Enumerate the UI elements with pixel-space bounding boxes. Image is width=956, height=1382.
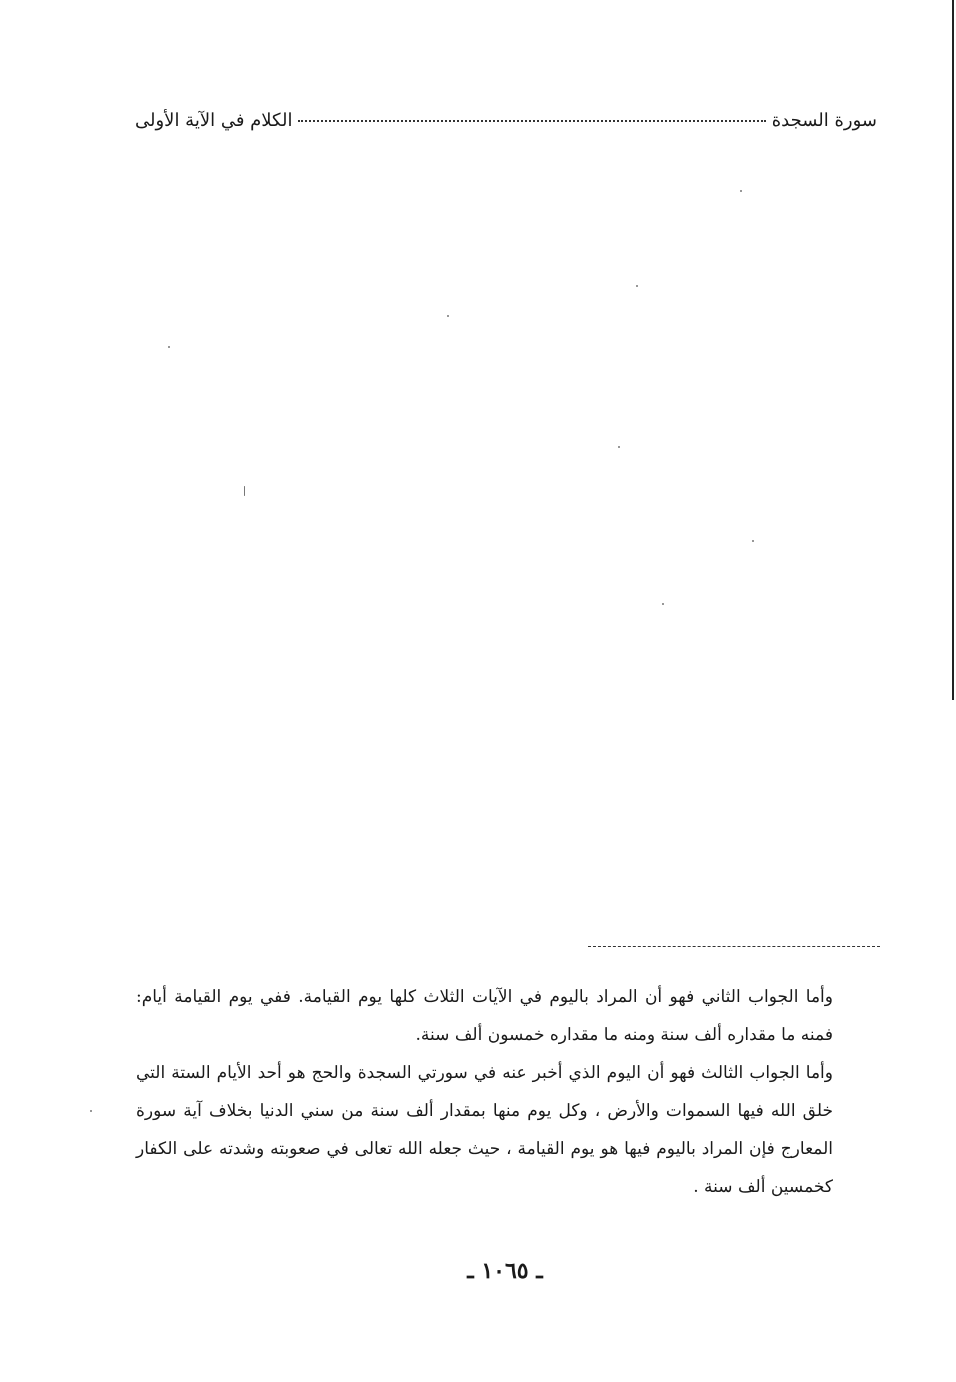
scan-speck [752,540,754,542]
scan-speck [740,190,742,192]
running-header [135,110,877,140]
header-dot-leader [298,120,765,122]
scan-speck [244,486,245,496]
footnote-paragraph-second-answer: وأما الجواب الثاني فهو أن المراد باليوم في الآيات الثلاث كلها يوم القيامة. ففي يوم القيامة أيام: فمنه ما مقداره ألف سنة ومنه ما مقداره خمسون ألف سنة. [136,987,833,1045]
footnotes [136,978,833,1206]
scan-speck [90,1110,92,1112]
page-edge-line [952,0,954,700]
header-topic: الكلام في الآية الأولى [135,110,293,131]
footnote-paragraph-third-answer: وأما الجواب الثالث فهو أن اليوم الذي أخبر عنه في سورتي السجدة والحج هو أحد الأيام الستة التي خلق الله فيها السموات والأرض ، وكل يوم منها بمقدار ألف سنة من سني الدنيا بخلاف آية سورة المعارج فإن المراد باليوم فيها هو يوم القيامة ، حيث جعله الله تعالى في صعوبته وشدته على الكفار كخمسين ألف سنة . [136,1063,833,1197]
scan-speck [618,446,620,448]
page-number: ـ ١٠٦٥ ـ [467,1258,543,1284]
scan-speck [662,603,664,605]
scan-speck [447,315,449,317]
scan-speck [168,346,170,348]
footnote-separator [588,946,880,947]
header-surah-name: سورة السجدة [771,110,877,131]
scan-speck [636,285,638,287]
